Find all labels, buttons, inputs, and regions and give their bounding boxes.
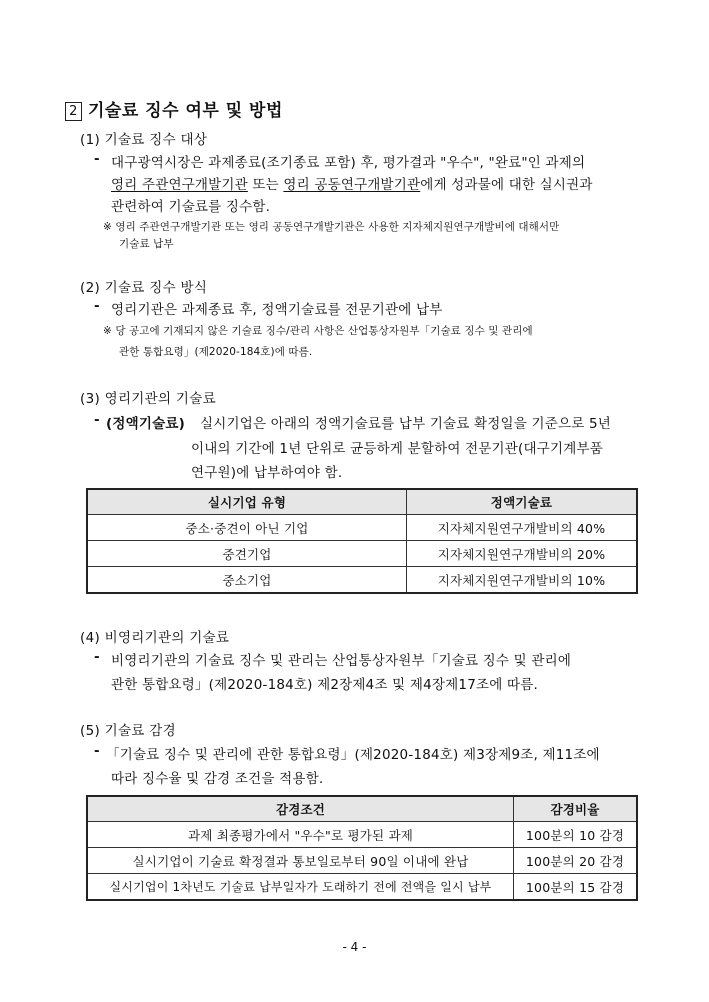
part3-line1: 실시기업은 아래의 정액기술료를 납부 기술료 확정일을 기준으로 5년 xyxy=(200,416,611,432)
section-title xyxy=(65,96,283,121)
table-cell: 100분의 10 감경 xyxy=(514,822,638,848)
table-cell: 100분의 20 감경 xyxy=(514,848,638,874)
part1-underline-partner: 영리 공동연구개발기관 xyxy=(283,177,421,193)
table-cell: 중소·중견이 아닌 기업 xyxy=(87,515,407,541)
part5-heading: (5) 기술료 감경 xyxy=(80,723,176,739)
table-row xyxy=(87,822,637,848)
part2-heading: (2) 기술료 징수 방식 xyxy=(80,280,208,296)
table-header: 감경조건 xyxy=(87,796,514,822)
bullet-dash: - xyxy=(94,151,100,167)
table-header: 정액기술료 xyxy=(407,489,638,515)
bullet-dash: - xyxy=(94,743,100,759)
bullet-dash: - xyxy=(94,649,100,665)
part4-heading: (4) 비영리기관의 기술료 xyxy=(80,630,230,646)
part3-line2: 이내의 기간에 1년 단위로 균등하게 분할하여 전문기관(대구기계부품 xyxy=(191,441,603,457)
table-cell: 지자체지원연구개발비의 40% xyxy=(407,515,638,541)
table-row xyxy=(87,541,637,567)
table-row xyxy=(87,515,637,541)
part3-heading: (3) 영리기관의 기술료 xyxy=(80,391,216,407)
part1-heading: (1) 기술료 징수 대상 xyxy=(80,132,208,148)
part5-line1: 「기술료 징수 및 관리에 관한 통합요령」(제2020-184호) 제3장제9조, 제11조에 xyxy=(106,747,600,763)
part1-underline-host: 영리 주관연구개발기관 xyxy=(111,177,248,193)
table-cell: 과제 최종평가에서 "우수"로 평가된 과제 xyxy=(87,822,514,848)
bullet-dash: - xyxy=(94,298,100,314)
part5-line2: 따라 징수율 및 감경 조건을 적용함. xyxy=(111,771,324,787)
part4-line2: 관한 통합요령」(제2020-184호) 제2장제4조 및 제4장제17조에 따름. xyxy=(111,677,538,693)
table-header-row xyxy=(87,796,637,822)
table-cell: 중소기업 xyxy=(87,567,407,594)
part1-line1: 대구광역시장은 과제종료(조기종료 포함) 후, 평가결과 "우수", "완료"인 과제의 xyxy=(111,155,586,171)
bullet-dash: - xyxy=(94,412,100,428)
table-header: 감경비율 xyxy=(514,796,638,822)
table-row xyxy=(87,848,637,874)
table-cell: 지자체지원연구개발비의 10% xyxy=(407,567,638,594)
part3-label: (정액기술료) xyxy=(106,416,185,432)
table-cell: 중견기업 xyxy=(87,541,407,567)
table-cell: 실시기업이 기술료 확정결과 통보일로부터 90일 이내에 완납 xyxy=(87,848,514,874)
table-header: 실시기업 유형 xyxy=(87,489,407,515)
part2-note-line1: ※ 당 공고에 기재되지 않은 기술료 징수/관리 사항은 산업통상자원부「기술료 징수 및 관리에 xyxy=(103,325,533,337)
section-title-text: 기술료 징수 여부 및 방법 xyxy=(88,101,283,121)
part1-note-line2: 기술료 납부 xyxy=(119,238,174,250)
table-cell: 지자체지원연구개발비의 20% xyxy=(407,541,638,567)
part1-note-line1: ※ 영리 주관연구개발기관 또는 영리 공동연구개발기관은 사용한 지자체지원연구개발비에 대해서만 xyxy=(103,221,560,233)
fixed-royalty-table xyxy=(86,488,638,594)
table-header-row xyxy=(87,489,637,515)
part1-line2-mid: 또는 xyxy=(247,177,284,193)
part2-line1: 영리기관은 과제종료 후, 정액기술료를 전문기관에 납부 xyxy=(111,302,443,318)
reduction-table xyxy=(86,795,638,901)
page-number: - 4 - xyxy=(342,940,367,954)
part3-line3: 연구원)에 납부하여야 함. xyxy=(191,465,343,481)
table-cell: 실시기업이 1차년도 기술료 납부일자가 도래하기 전에 전액을 일시 납부 xyxy=(87,874,514,901)
part1-line2 xyxy=(111,173,593,193)
table-row xyxy=(87,874,637,901)
part2-note-line2: 관한 통합요령」(제2020-184호)에 따름. xyxy=(119,346,313,358)
part1-line3: 관련하여 기술료를 징수함. xyxy=(111,199,271,215)
part1-line2-end: 에게 성과물에 대한 실시권과 xyxy=(420,177,593,193)
part4-line1: 비영리기관의 기술료 징수 및 관리는 산업통상자원부「기술료 징수 및 관리에 xyxy=(111,653,572,669)
section-number-box: 2 xyxy=(65,102,82,121)
table-row xyxy=(87,567,637,594)
table-cell: 100분의 15 감경 xyxy=(514,874,638,901)
